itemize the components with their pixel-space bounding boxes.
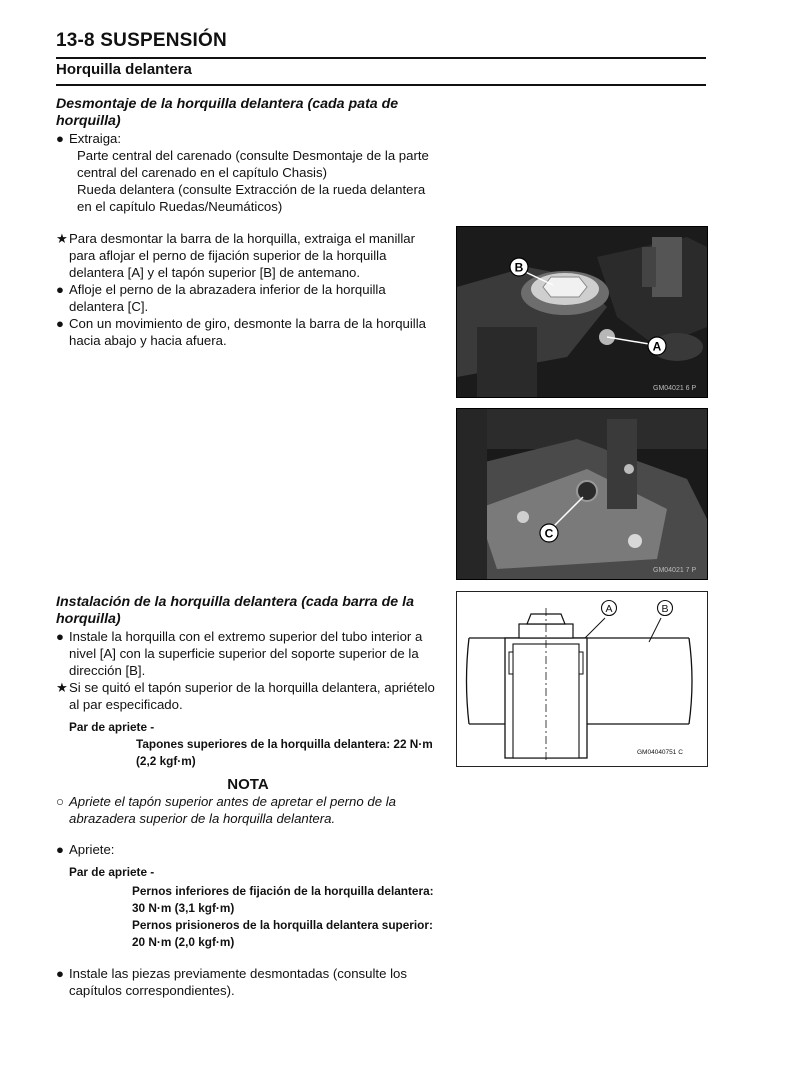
callout-c-label: C [544,526,554,541]
torque-label: Par de apriete - [69,720,155,734]
bullet-icon: ● [56,966,64,981]
torque-value: Pernos inferiores de fijación de la horquilla delantera: 30 N·m (3,1 kgf·m) [132,884,434,915]
torque-label: Par de apriete - [69,865,155,879]
callout-b-label: B [661,603,669,615]
removal-subitem: Rueda delantera (consulte Extracción de la rueda delantera en el capítulo Ruedas/Neumáticos) [77,182,426,214]
note-title: NOTA [227,776,269,793]
bullet-icon: ● [56,842,64,857]
fork-top-photo-drawing [457,227,707,397]
removal-item-text: Para desmontar la barra de la horquilla, extraiga el manillar para aflojar el perno de fijación superior de la horquilla delantera [A] y el tapón superior [B] de antemano. [69,231,415,280]
fork-level-diagram [456,591,708,767]
lower-clamp-photo-drawing [457,409,707,579]
bullet-icon: ● [56,629,64,644]
section-title: Horquilla delantera [56,61,192,78]
installation-section [56,594,440,999]
note [56,793,440,827]
installation-item-text: Instale las piezas previamente desmontadas (consulte los capítulos correspondientes). [69,966,407,998]
header-rule [56,57,706,59]
installation-item-text: Apriete: [69,842,115,857]
page-title: 13-8 SUSPENSIÓN [56,30,227,51]
installation-item-text: Si se quitó el tapón superior de la horquilla delantera, apriételo al par especificado. [69,680,435,712]
installation-item-text: Instale la horquilla con el extremo superior del tubo interior a nivel [A] con la superficie superior del soporte superior de la dirección [B]. [69,629,423,678]
removal-section [56,96,440,349]
installation-item [56,679,440,713]
star-icon: ★ [56,231,68,246]
removal-heading: Desmontaje de la horquilla delantera (cada pata de horquilla) [56,96,399,129]
star-icon: ★ [56,680,68,695]
callout-b-label: B [514,260,524,275]
bullet-icon: ● [56,131,64,146]
callout-a-label: A [605,603,613,615]
bullet-icon: ● [56,282,64,297]
removal-item-text: Extraiga: [69,131,122,146]
removal-item [56,130,440,147]
bullet-icon: ● [56,316,64,331]
installation-item [56,965,440,999]
photo-code: GM04021 6 P [653,385,697,392]
note-text: Apriete el tapón superior antes de apretar el perno de la abrazadera superior de la horquilla delantera. [69,794,396,826]
installation-item [56,841,440,858]
installation-item [56,628,440,679]
removal-item [56,230,440,281]
removal-item-text: Con un movimiento de giro, desmonte la barra de la horquilla hacia abajo y hacia afuera. [69,316,426,348]
removal-item [56,281,440,315]
lower-clamp-photo [456,408,708,580]
fork-top-photo [456,226,708,398]
fork-level-diagram-drawing [457,592,707,766]
removal-subitem: Parte central del carenado (consulte Desmontaje de la parte central del carenado en el capítulo Chasis) [77,148,429,180]
torque-value: Tapones superiores de la horquilla delantera: 22 N·m (2,2 kgf·m) [136,737,433,768]
photo-code: GM04021 7 P [653,567,697,574]
diagram-code: GM04040751 C [637,749,683,756]
torque-value: Pernos prisioneros de la horquilla delantera superior: 20 N·m (2,0 kgf·m) [132,918,433,949]
circle-icon: ○ [56,794,64,809]
installation-heading: Instalación de la horquilla delantera (cada barra de la horquilla) [56,594,414,627]
callout-a-label: A [652,339,662,354]
section-rule [56,84,706,86]
removal-item-text: Afloje el perno de la abrazadera inferior de la horquilla delantera [C]. [69,282,386,314]
removal-item [56,315,440,349]
